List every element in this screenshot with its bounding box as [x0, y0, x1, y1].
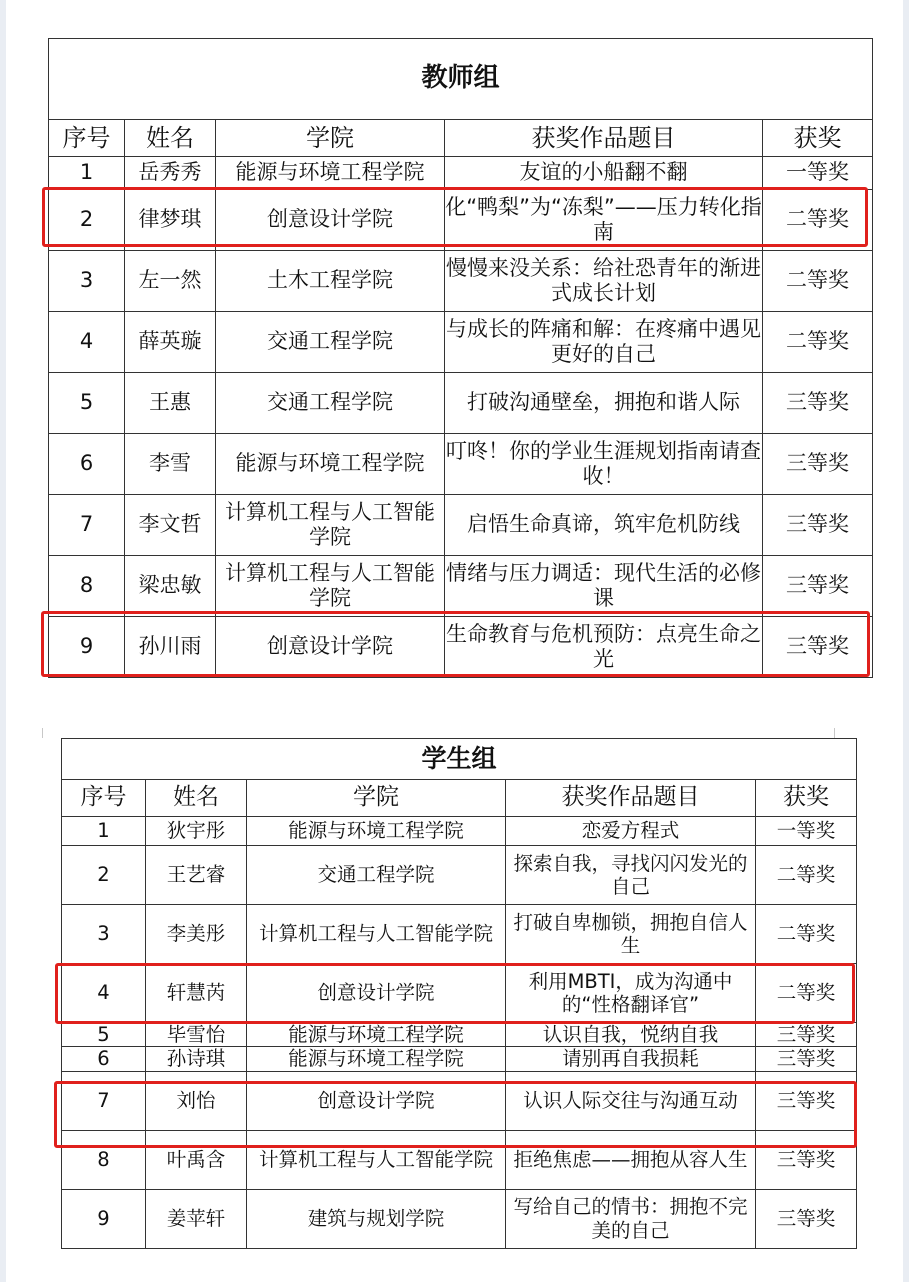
work-title-cell: 恋爱方程式	[506, 817, 756, 846]
index-cell: 6	[62, 1047, 146, 1071]
work-title-cell: 启悟生命真谛，筑牢危机防线	[445, 495, 763, 556]
page-margin-mark	[834, 728, 835, 738]
index-cell: 4	[62, 964, 146, 1023]
table-row	[62, 1047, 857, 1071]
award-cell: 二等奖	[756, 905, 857, 964]
award-cell: 三等奖	[763, 373, 873, 434]
award-cell: 三等奖	[763, 556, 873, 617]
college-cell: 土木工程学院	[216, 251, 445, 312]
college-cell: 能源与环境工程学院	[216, 157, 445, 190]
college-cell: 能源与环境工程学院	[216, 434, 445, 495]
award-cell: 二等奖	[756, 846, 857, 905]
college-cell: 创意设计学院	[216, 617, 445, 678]
header-work-title: 获奖作品题目	[445, 120, 763, 157]
index-cell: 9	[62, 1189, 146, 1248]
student-table-title: 学生组	[62, 739, 857, 780]
index-cell: 6	[49, 434, 125, 495]
index-cell: 8	[49, 556, 125, 617]
table-row	[49, 157, 873, 190]
name-cell: 轩慧芮	[146, 964, 247, 1023]
index-cell: 3	[62, 905, 146, 964]
table-row	[49, 190, 873, 251]
header-college: 学院	[247, 780, 506, 817]
college-cell: 创意设计学院	[247, 1071, 506, 1130]
award-cell: 三等奖	[763, 617, 873, 678]
work-title-cell: 情绪与压力调适：现代生活的必修课	[445, 556, 763, 617]
document-page	[6, 0, 903, 1282]
name-cell: 王艺睿	[146, 846, 247, 905]
header-award: 获奖	[756, 780, 857, 817]
college-cell: 交通工程学院	[247, 846, 506, 905]
index-cell: 5	[62, 1023, 146, 1047]
index-cell: 2	[62, 846, 146, 905]
name-cell: 左一然	[125, 251, 216, 312]
name-cell: 梁忠敏	[125, 556, 216, 617]
name-cell: 刘怡	[146, 1071, 247, 1130]
award-cell: 三等奖	[756, 1047, 857, 1071]
award-cell: 二等奖	[763, 190, 873, 251]
name-cell: 岳秀秀	[125, 157, 216, 190]
work-title-cell: 打破自卑枷锁，拥抱自信人生	[506, 905, 756, 964]
work-title-cell: 化“鸭梨”为“冻梨”——压力转化指南	[445, 190, 763, 251]
college-cell: 计算机工程与人工智能学院	[247, 1130, 506, 1189]
index-cell: 2	[49, 190, 125, 251]
college-cell: 能源与环境工程学院	[247, 1047, 506, 1071]
index-cell: 3	[49, 251, 125, 312]
table-row	[49, 434, 873, 495]
name-cell: 王惠	[125, 373, 216, 434]
header-name: 姓名	[125, 120, 216, 157]
work-title-cell: 认识人际交往与沟通互动	[506, 1071, 756, 1130]
table-row	[49, 373, 873, 434]
table-row	[62, 1130, 857, 1189]
award-cell: 二等奖	[763, 251, 873, 312]
name-cell: 毕雪怡	[146, 1023, 247, 1047]
college-cell: 交通工程学院	[216, 373, 445, 434]
name-cell: 薛英璇	[125, 312, 216, 373]
award-cell: 三等奖	[756, 1130, 857, 1189]
table-row	[62, 1071, 857, 1130]
college-cell: 计算机工程与人工智能学院	[216, 495, 445, 556]
award-cell: 二等奖	[763, 312, 873, 373]
college-cell: 能源与环境工程学院	[247, 1023, 506, 1047]
college-cell: 创意设计学院	[247, 964, 506, 1023]
name-cell: 李雪	[125, 434, 216, 495]
table-row	[49, 556, 873, 617]
page-margin-mark	[42, 728, 43, 738]
table-row	[62, 905, 857, 964]
college-cell: 创意设计学院	[216, 190, 445, 251]
student-award-table	[61, 738, 857, 1249]
award-cell: 三等奖	[756, 1023, 857, 1047]
college-cell: 交通工程学院	[216, 312, 445, 373]
index-cell: 8	[62, 1130, 146, 1189]
header-name: 姓名	[146, 780, 247, 817]
college-cell: 能源与环境工程学院	[247, 817, 506, 846]
index-cell: 5	[49, 373, 125, 434]
name-cell: 李美彤	[146, 905, 247, 964]
work-title-cell: 写给自己的情书：拥抱不完美的自己	[506, 1189, 756, 1248]
index-cell: 9	[49, 617, 125, 678]
table-row	[62, 846, 857, 905]
work-title-cell: 利用MBTI，成为沟通中的“性格翻译官”	[506, 964, 756, 1023]
award-cell: 三等奖	[763, 495, 873, 556]
work-title-cell: 叮咚！你的学业生涯规划指南请查收！	[445, 434, 763, 495]
table-row	[49, 251, 873, 312]
teacher-award-table	[48, 38, 873, 678]
teacher-header-row	[49, 120, 873, 157]
table-row	[62, 817, 857, 846]
student-header-row	[62, 780, 857, 817]
index-cell: 1	[62, 817, 146, 846]
work-title-cell: 请别再自我损耗	[506, 1047, 756, 1071]
name-cell: 律梦琪	[125, 190, 216, 251]
table-row	[49, 312, 873, 373]
college-cell: 计算机工程与人工智能学院	[216, 556, 445, 617]
name-cell: 孙川雨	[125, 617, 216, 678]
index-cell: 1	[49, 157, 125, 190]
name-cell: 叶禹含	[146, 1130, 247, 1189]
header-index: 序号	[49, 120, 125, 157]
table-row	[62, 1023, 857, 1047]
index-cell: 7	[49, 495, 125, 556]
college-cell: 建筑与规划学院	[247, 1189, 506, 1248]
award-cell: 三等奖	[756, 1071, 857, 1130]
work-title-cell: 慢慢来没关系：给社恐青年的渐进式成长计划	[445, 251, 763, 312]
work-title-cell: 认识自我，悦纳自我	[506, 1023, 756, 1047]
name-cell: 李文哲	[125, 495, 216, 556]
table-row	[62, 964, 857, 1023]
award-cell: 三等奖	[763, 434, 873, 495]
index-cell: 7	[62, 1071, 146, 1130]
name-cell: 狄宇彤	[146, 817, 247, 846]
work-title-cell: 打破沟通壁垒，拥抱和谐人际	[445, 373, 763, 434]
header-work-title: 获奖作品题目	[506, 780, 756, 817]
table-row	[49, 495, 873, 556]
award-cell: 三等奖	[756, 1189, 857, 1248]
work-title-cell: 友谊的小船翻不翻	[445, 157, 763, 190]
teacher-table-title: 教师组	[49, 39, 873, 120]
work-title-cell: 与成长的阵痛和解：在疼痛中遇见更好的自己	[445, 312, 763, 373]
work-title-cell: 拒绝焦虑——拥抱从容人生	[506, 1130, 756, 1189]
award-cell: 二等奖	[756, 964, 857, 1023]
name-cell: 姜苹轩	[146, 1189, 247, 1248]
work-title-cell: 探索自我，寻找闪闪发光的自己	[506, 846, 756, 905]
award-cell: 一等奖	[763, 157, 873, 190]
header-index: 序号	[62, 780, 146, 817]
award-cell: 一等奖	[756, 817, 857, 846]
table-row	[62, 1189, 857, 1248]
header-college: 学院	[216, 120, 445, 157]
name-cell: 孙诗琪	[146, 1047, 247, 1071]
college-cell: 计算机工程与人工智能学院	[247, 905, 506, 964]
header-award: 获奖	[763, 120, 873, 157]
index-cell: 4	[49, 312, 125, 373]
work-title-cell: 生命教育与危机预防：点亮生命之光	[445, 617, 763, 678]
table-row	[49, 617, 873, 678]
